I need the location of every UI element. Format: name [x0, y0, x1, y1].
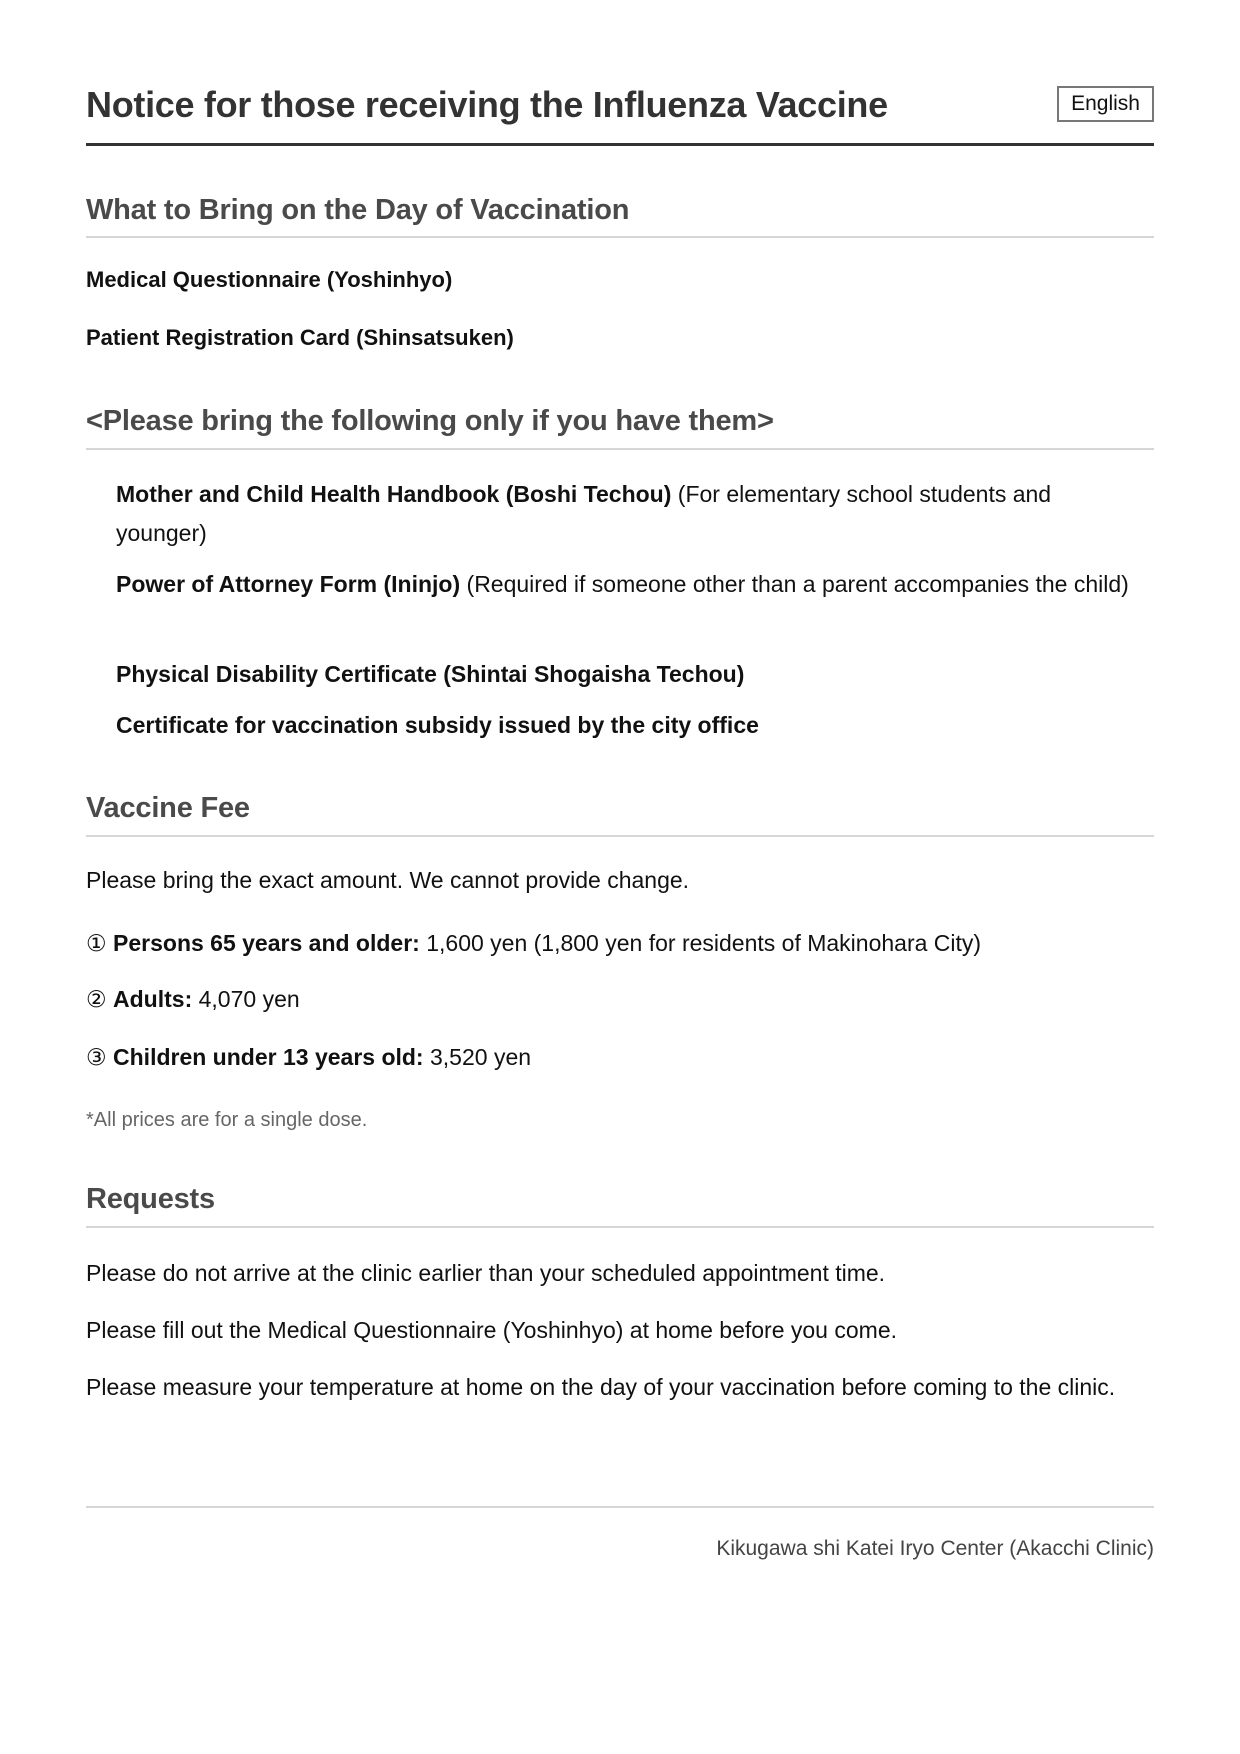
optional-item-name: Physical Disability Certificate (Shintai Shogaisha Techou) — [116, 661, 745, 687]
notice-page — [86, 0, 1154, 1754]
bring-item: Patient Registration Card (Shinsatsuken) — [86, 325, 514, 350]
section-heading-what-to-bring: What to Bring on the Day of Vaccination — [86, 194, 630, 226]
request-item: Please fill out the Medical Questionnaire (Yoshinhyo) at home before you come. — [86, 1317, 897, 1343]
language-button[interactable]: English — [1057, 86, 1154, 122]
optional-item-name: Power of Attorney Form (Ininjo) — [116, 571, 461, 597]
fee-label: Children under 13 years old: — [113, 1044, 424, 1070]
title-divider — [86, 143, 1154, 146]
optional-item — [116, 706, 1146, 745]
section-divider — [86, 1226, 1154, 1228]
footer-divider — [86, 1506, 1154, 1508]
optional-item — [116, 475, 1146, 553]
section-divider — [86, 236, 1154, 238]
fee-value: 4,070 yen — [192, 986, 300, 1012]
optional-item — [116, 655, 1146, 694]
fee-marker: ② — [86, 986, 107, 1012]
page-title: Notice for those receiving the Influenza Vaccine — [86, 84, 888, 125]
fee-marker: ① — [86, 930, 107, 956]
section-heading-vaccine-fee: Vaccine Fee — [86, 792, 250, 824]
optional-item-note: (For elementary school students and younger) — [116, 481, 1052, 546]
clinic-name: Kikugawa shi Katei Iryo Center (Akacchi Clinic) — [716, 1537, 1154, 1560]
optional-item-name: Certificate for vaccination subsidy issued by the city office — [116, 712, 759, 738]
optional-item-note: (Required if someone other than a parent accompanies the child) — [460, 571, 1129, 597]
fee-row — [86, 930, 981, 957]
fee-marker: ③ — [86, 1044, 107, 1070]
fee-label: Adults: — [113, 986, 193, 1012]
fee-row — [86, 1044, 531, 1071]
fee-intro: Please bring the exact amount. We cannot provide change. — [86, 867, 690, 893]
fee-value: 1,600 yen (1,800 yen for residents of Makinohara City) — [419, 930, 982, 956]
fee-value: 3,520 yen — [423, 1044, 532, 1070]
bring-item: Medical Questionnaire (Yoshinhyo) — [86, 267, 453, 292]
section-heading-optional-items: <Please bring the following only if you have them> — [86, 405, 774, 437]
optional-item-name: Mother and Child Health Handbook (Boshi Techou) — [116, 481, 672, 507]
fee-note: *All prices are for a single dose. — [86, 1109, 368, 1131]
optional-item — [116, 565, 1146, 604]
fee-row — [86, 986, 300, 1013]
section-divider — [86, 448, 1154, 450]
request-item: Please measure your temperature at home on the day of your vaccination before coming to the clinic. — [86, 1374, 1116, 1400]
section-divider — [86, 835, 1154, 837]
request-item: Please do not arrive at the clinic earlier than your scheduled appointment time. — [86, 1260, 886, 1286]
section-heading-requests: Requests — [86, 1183, 215, 1215]
fee-label: Persons 65 years and older: — [113, 930, 420, 956]
